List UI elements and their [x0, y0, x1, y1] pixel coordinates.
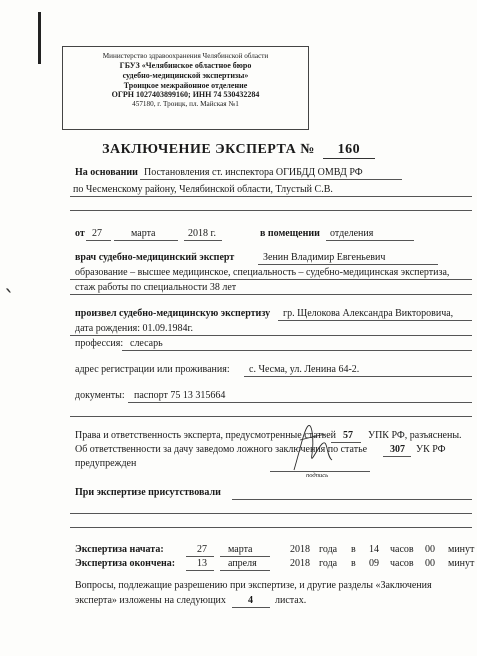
end-hour: 09: [369, 558, 379, 569]
rights-article-1: 57: [343, 430, 353, 441]
rights-line-1b: УПК РФ, разъяснены.: [368, 430, 462, 441]
start-year-word: года: [319, 544, 338, 555]
end-day-underline: [186, 570, 214, 571]
profession-value: слесарь: [130, 338, 163, 349]
footer-line-2a: эксперта» изложены на следующих: [75, 595, 226, 606]
present-label: При экспертизе присутствовали: [75, 487, 221, 498]
end-month-underline: [220, 570, 270, 571]
address-value: с. Чесма, ул. Ленина 64-2.: [249, 364, 360, 375]
end-year-word: года: [319, 558, 338, 569]
expert-experience: стаж работы по специальности 38 лет: [75, 282, 237, 293]
end-day: 13: [197, 558, 207, 569]
place-value: отделения: [330, 228, 374, 239]
end-in: в: [351, 558, 356, 569]
start-day: 27: [197, 544, 207, 555]
place-label: в помещении: [260, 228, 320, 239]
date-day-underline: [86, 240, 111, 241]
date-month-underline: [114, 240, 178, 241]
subject-underline: [278, 320, 472, 321]
stamp-line-address: 457180, г. Троицк, пл. Майская №1: [132, 99, 239, 108]
profession-underline: [122, 350, 472, 351]
basis-label: На основании: [75, 167, 138, 178]
stamp-line-org2: судебно-медицинской экспертизы»: [122, 71, 249, 80]
end-label: Экспертиза окончена:: [75, 558, 176, 569]
document-title: [0, 142, 477, 159]
rights-line-3: предупрежден: [75, 458, 137, 469]
expert-name: Зенин Владимир Евгеньевич: [263, 252, 386, 263]
start-minute: 00: [425, 544, 435, 555]
start-hour: 14: [369, 544, 379, 555]
address-label: адрес регистрации или проживания:: [75, 364, 230, 375]
start-label: Экспертиза начата:: [75, 544, 164, 555]
blank-line: [70, 210, 472, 211]
signature-caption: подпись: [306, 472, 329, 479]
present-line-3: [70, 527, 472, 528]
present-underline: [232, 499, 472, 500]
conclusion-number: 160: [323, 142, 375, 159]
docs-label: документы:: [75, 390, 125, 401]
subject-label: произвел судебно-медицинскую экспертизу: [75, 308, 271, 319]
start-year: 2018: [290, 544, 310, 555]
start-month: марта: [228, 544, 253, 555]
subject-birth: дата рождения: 01.09.1984г.: [75, 323, 193, 334]
place-underline: [326, 240, 414, 241]
start-in: в: [351, 544, 356, 555]
basis-underline: [140, 179, 402, 180]
start-minutes-word: минут: [448, 544, 475, 555]
present-line-2: [70, 513, 472, 514]
date-year: 2018 г.: [188, 228, 216, 239]
docs-underline: [128, 402, 472, 403]
profession-label: профессия:: [75, 338, 124, 349]
margin-mark: [38, 12, 41, 64]
start-month-underline: [220, 556, 270, 557]
footer-line-2b: листах.: [275, 595, 307, 606]
article2-underline: [383, 456, 411, 457]
blank-line-2: [70, 416, 472, 417]
birth-underline: [70, 335, 472, 336]
margin-squiggle: ˎ: [4, 268, 15, 293]
end-month: апреля: [228, 558, 257, 569]
sheets-underline: [232, 607, 270, 608]
start-hours-word: часов: [390, 544, 414, 555]
expert-underline: [258, 264, 438, 265]
title-text: ЗАКЛЮЧЕНИЕ ЭКСПЕРТА №: [102, 142, 315, 157]
subject-name: гр. Щелокова Александра Викторовича,: [283, 308, 454, 319]
rights-line-2a: Об ответственности за дачу заведомо ложного заключения по статье: [75, 444, 368, 455]
basis-underline-2: [70, 196, 472, 197]
rights-line-2b: УК РФ: [416, 444, 446, 455]
expert-education: образование – высшее медицинское, специальность – судебно-медицинская экспертиза,: [75, 267, 450, 278]
date-month: марта: [131, 228, 156, 239]
address-underline: [244, 376, 472, 377]
date-year-underline: [184, 240, 222, 241]
rights-line-1a: Права и ответственность эксперта, предусмотренные статьей: [75, 430, 337, 441]
basis-value-1: Постановления ст. инспектора ОГИБДД ОМВД РФ: [144, 167, 363, 178]
signature-scribble: [282, 420, 352, 476]
basis-value-2: по Чесменскому району, Челябинской области, Тлустый С.В.: [73, 184, 333, 195]
date-day: 27: [92, 228, 102, 239]
end-year: 2018: [290, 558, 310, 569]
expert-label: врач судебно-медицинский эксперт: [75, 252, 235, 263]
stamp-line-dept: Троицкое межрайонное отделение: [123, 80, 248, 90]
education-underline: [70, 279, 472, 280]
organization-stamp: [62, 46, 309, 130]
start-day-underline: [186, 556, 214, 557]
stamp-line-org: ГБУЗ «Челябинское областное бюро: [119, 61, 252, 71]
end-hours-word: часов: [390, 558, 414, 569]
end-minutes-word: минут: [448, 558, 475, 569]
date-prefix: от: [75, 228, 85, 239]
footer-line-1: Вопросы, подлежащие разрешению при экспертизе, и другие разделы «Заключения: [75, 580, 432, 591]
stamp-line-ogrn: ОГРН 1027403899160; ИНН 74 530432284: [111, 90, 260, 100]
experience-underline: [70, 294, 472, 295]
end-minute: 00: [425, 558, 435, 569]
rights-article-2: 307: [390, 444, 405, 455]
stamp-line-ministry: Министерство здравоохранения Челябинской области: [102, 52, 269, 60]
docs-value: паспорт 75 13 315664: [134, 390, 226, 401]
sheets-count: 4: [248, 595, 253, 606]
